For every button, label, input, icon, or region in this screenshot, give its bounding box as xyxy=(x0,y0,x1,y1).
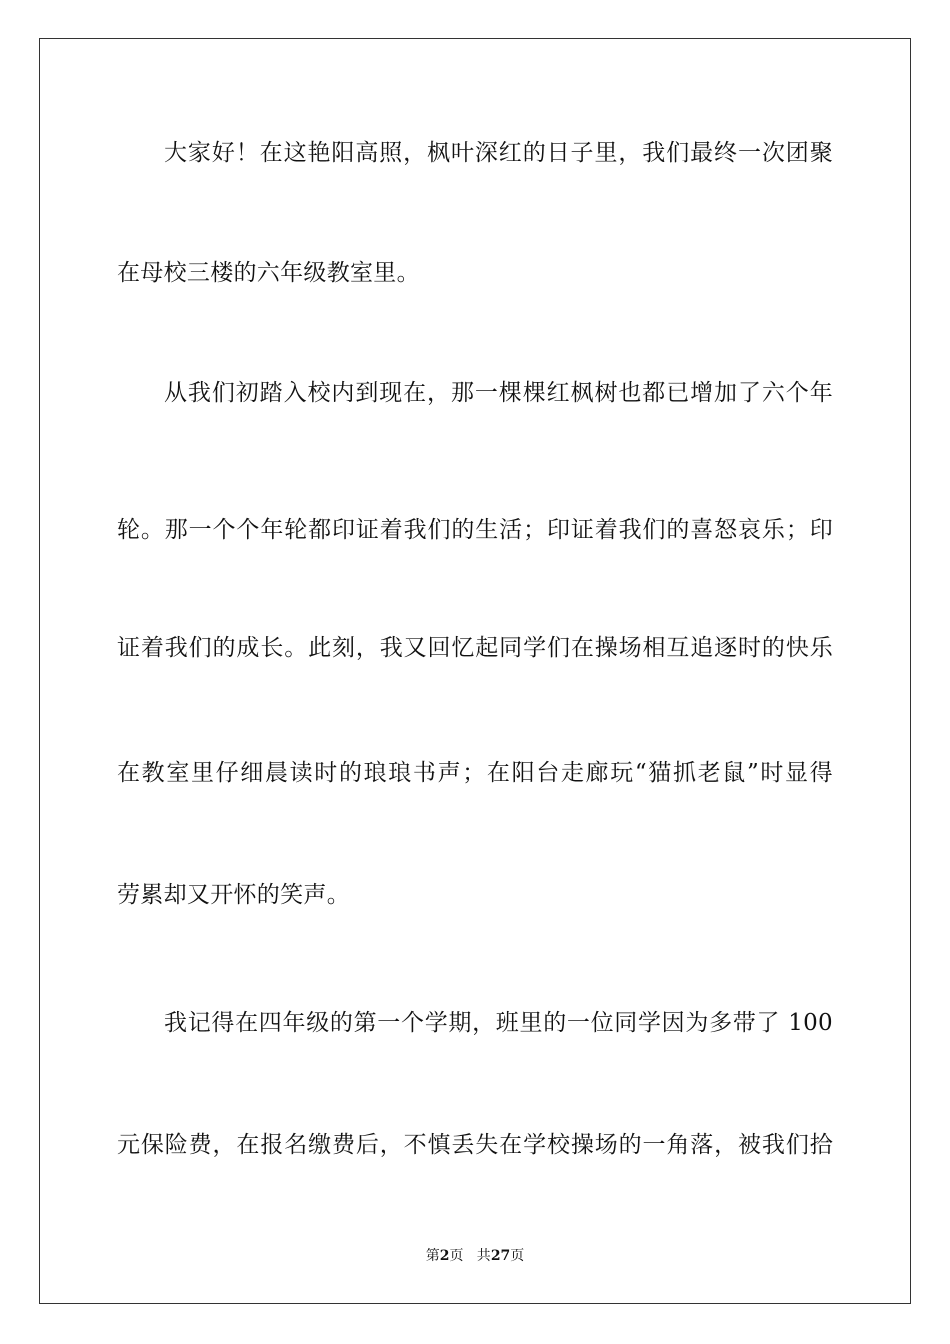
paragraph-3-line-1: 我记得在四年级的第一个学期，班里的一位同学因为多带了 100 xyxy=(164,1010,833,1036)
page-border xyxy=(39,38,911,1304)
paragraph-2-line-5: 劳累却又开怀的笑声。 xyxy=(117,882,350,908)
page-number-suffix: 页 xyxy=(510,1248,525,1264)
paragraph-2-line-1: 从我们初踏入校内到现在，那一棵棵红枫树也都已增加了六个年 xyxy=(164,380,833,406)
paragraph-2-line-4: 在教室里仔细晨读时的琅琅书声；在阳台走廊玩“猫抓老鼠”时显得 xyxy=(117,760,833,786)
page-number-mid: 页 共 xyxy=(449,1248,491,1264)
page-number-prefix: 第 xyxy=(425,1248,440,1264)
paragraph-2-line-2: 轮。那一个个年轮都印证着我们的生活；印证着我们的喜怒哀乐；印 xyxy=(117,517,833,543)
paragraph-3-line-2: 元保险费，在报名缴费后，不慎丢失在学校操场的一角落，被我们拾 xyxy=(117,1132,833,1158)
page-number-total: 27 xyxy=(490,1248,511,1264)
paragraph-1-line-1: 大家好！在这艳阳高照，枫叶深红的日子里，我们最终一次团聚 xyxy=(164,140,833,166)
paragraph-2-line-3: 证着我们的成长。此刻，我又回忆起同学们在操场相互追逐时的快乐 xyxy=(117,635,833,661)
page-number-current: 2 xyxy=(439,1248,450,1264)
paragraph-1-line-2: 在母校三楼的六年级教室里。 xyxy=(117,260,420,286)
page-footer xyxy=(0,1247,950,1265)
